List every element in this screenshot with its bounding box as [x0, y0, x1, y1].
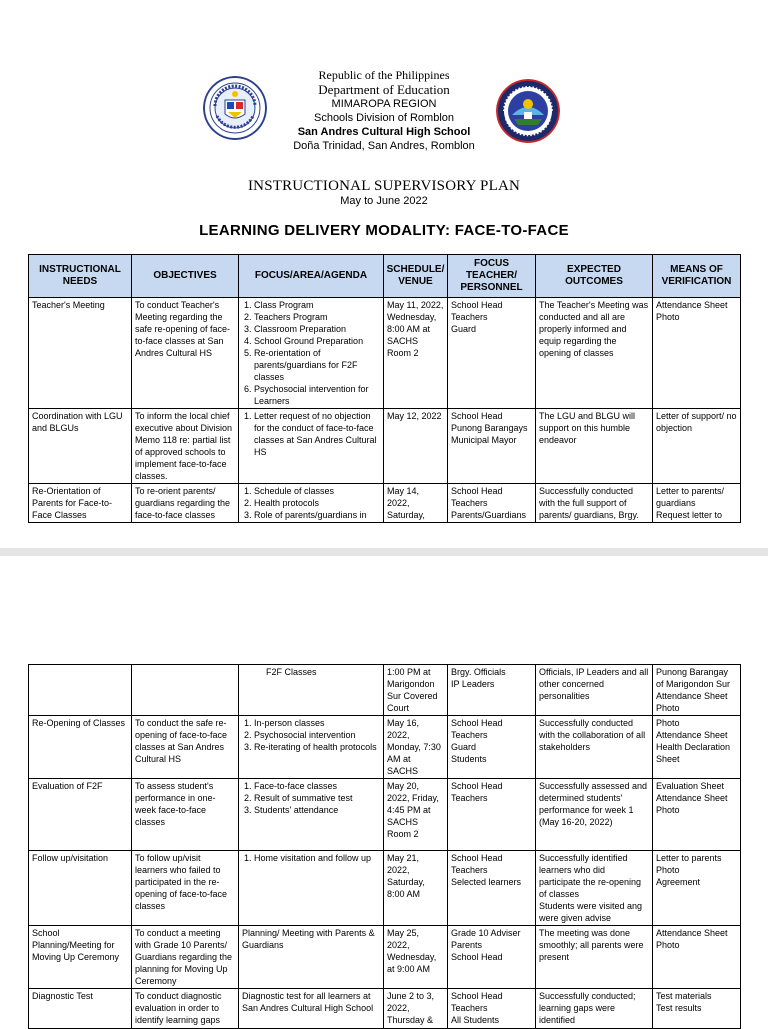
schedule-cell: June 2 to 3, 2022, Thursday & — [384, 989, 448, 1029]
objective-cell: To re-orient parents/ guardians regarding the face-to-face classes — [132, 484, 239, 523]
focus-item: 1. Class Program — [254, 299, 380, 311]
need-cell: School Planning/Meeting for Moving Up Ceremony — [29, 926, 132, 989]
focus-cell — [239, 716, 384, 779]
letterhead-address: Doña Trinidad, San Andres, Romblon — [293, 140, 475, 152]
column-header: FOCUS/AREA/AGENDA — [239, 255, 384, 298]
objective-cell: To conduct a meeting with Grade 10 Parents/ Guardians regarding the planning for Moving Up Ceremony — [132, 926, 239, 989]
outcome-cell: Successfully conducted; learning gaps were identified — [536, 989, 653, 1029]
verification-cell: Evaluation Sheet Attendance Sheet Photo — [653, 779, 741, 851]
need-cell: Re-Opening of Classes — [29, 716, 132, 779]
focus-cell — [239, 484, 384, 523]
outcome-cell: Officials, IP Leaders and all other concerned personalities — [536, 665, 653, 716]
table-row — [29, 926, 741, 989]
focus-cell — [239, 851, 384, 926]
objective-cell — [132, 665, 239, 716]
focus-item: 2. Psychosocial intervention — [254, 729, 380, 741]
schedule-cell: May 25, 2022, Wednesday, at 9:00 AM — [384, 926, 448, 989]
need-cell — [29, 665, 132, 716]
need-cell: Teacher's Meeting — [29, 298, 132, 409]
personnel-cell: School Head Teachers Guard — [448, 298, 536, 409]
outcome-cell: Successfully conducted with the full support of parents/ guardians, Brgy. — [536, 484, 653, 523]
table-row — [29, 779, 741, 851]
letterhead-region: MIMAROPA REGION — [331, 98, 437, 110]
focus-item: 5. Re-orientation of parents/guardians for F2F classes — [254, 347, 380, 383]
column-header: INSTRUCTIONAL NEEDS — [29, 255, 132, 298]
outcome-cell: The meeting was done smoothly; all parents were present — [536, 926, 653, 989]
supervisory-plan-table — [28, 254, 741, 523]
focus-item: 1. Letter request of no objection for the conduct of face-to-face classes at San Andres Cultural HS — [254, 410, 380, 458]
table-row — [29, 665, 741, 716]
need-cell: Evaluation of F2F — [29, 779, 132, 851]
focus-item: 2. Result of summative test — [254, 792, 380, 804]
focus-cell — [239, 779, 384, 851]
focus-item: 2. Teachers Program — [254, 311, 380, 323]
schedule-cell: May 12, 2022 — [384, 409, 448, 484]
objective-cell: To conduct Teacher's Meeting regarding the safe re-opening of face-to-face classes at San Andres Cultural HS — [132, 298, 239, 409]
letterhead-school: San Andres Cultural High School — [297, 126, 471, 138]
schedule-cell: May 14, 2022, Saturday, — [384, 484, 448, 523]
outcome-cell: Successfully identified learners who did participate the re-opening of classes Students were visited ang were given advise — [536, 851, 653, 926]
letterhead-department: Department of Education — [318, 82, 450, 97]
objective-cell: To assess student's performance in one-week face-to-face classes — [132, 779, 239, 851]
letterhead-division: Schools Division of Romblon — [313, 112, 454, 124]
schedule-cell: 1:00 PM at Marigondon Sur Covered Court — [384, 665, 448, 716]
letterhead — [0, 68, 768, 153]
supervisory-plan-table-continued — [28, 664, 741, 1029]
focus-item: 3. Classroom Preparation — [254, 323, 380, 335]
outcome-cell: The Teacher's Meeting was conducted and all are properly informed and equip regarding the opening of classes — [536, 298, 653, 409]
column-header: SCHEDULE/ VENUE — [384, 255, 448, 298]
verification-cell: Letter of support/ no objection — [653, 409, 741, 484]
need-cell: Diagnostic Test — [29, 989, 132, 1029]
table-row — [29, 409, 741, 484]
personnel-cell: School Head Punong Barangays Municipal Mayor — [448, 409, 536, 484]
verification-cell: Photo Attendance Sheet Health Declaration Sheet — [653, 716, 741, 779]
focus-item: 4. School Ground Preparation — [254, 335, 380, 347]
focus-item: 3. Re-iterating of health protocols — [254, 741, 380, 753]
column-header: MEANS OF VERIFICATION — [653, 255, 741, 298]
personnel-cell: School Head Teachers All Students — [448, 989, 536, 1029]
focus-cell: F2F Classes — [239, 665, 384, 716]
table-row — [29, 989, 741, 1029]
focus-cell: Planning/ Meeting with Parents & Guardians — [239, 926, 384, 989]
objective-cell: To conduct the safe re-opening of face-to-face classes at San Andres Cultural HS — [132, 716, 239, 779]
schedule-cell: May 11, 2022, Wednesday, 8:00 AM at SACHS Room 2 — [384, 298, 448, 409]
table-row — [29, 851, 741, 926]
personnel-cell: School Head Teachers Parents/Guardians — [448, 484, 536, 523]
focus-item: 2. Health protocols — [254, 497, 380, 509]
focus-item: 1. In-person classes — [254, 717, 380, 729]
focus-item: 1. Home visitation and follow up — [254, 852, 380, 864]
verification-cell: Attendance Sheet Photo — [653, 298, 741, 409]
schedule-cell: May 21, 2022, Saturday, 8:00 AM — [384, 851, 448, 926]
plan-title: INSTRUCTIONAL SUPERVISORY PLAN — [247, 178, 521, 194]
column-header: EXPECTED OUTCOMES — [536, 255, 653, 298]
personnel-cell: Brgy. Officials IP Leaders — [448, 665, 536, 716]
focus-cell: Diagnostic test for all learners at San Andres Cultural High School — [239, 989, 384, 1029]
verification-cell: Letter to parents/ guardians Request letter to — [653, 484, 741, 523]
need-cell: Coordination with LGU and BLGUs — [29, 409, 132, 484]
verification-cell: Letter to parents Photo Agreement — [653, 851, 741, 926]
personnel-cell: School Head Teachers Selected learners — [448, 851, 536, 926]
schedule-cell: May 20, 2022, Friday, 4:45 PM at SACHS Room 2 — [384, 779, 448, 851]
focus-cell — [239, 298, 384, 409]
focus-cell — [239, 409, 384, 484]
verification-cell: Test materials Test results — [653, 989, 741, 1029]
table-header-row — [29, 255, 741, 298]
verification-cell: Attendance Sheet Photo — [653, 926, 741, 989]
outcome-cell: Successfully conducted with the collaboration of all stakeholders — [536, 716, 653, 779]
objective-cell: To inform the local chief executive about Division Memo 118 re: partial list of approved schools to implement face-to-face classes. — [132, 409, 239, 484]
focus-item: 1. Schedule of classes — [254, 485, 380, 497]
letterhead-republic: Republic of the Philippines — [318, 68, 450, 82]
table-row — [29, 298, 741, 409]
plan-period: May to June 2022 — [340, 195, 428, 207]
table-row — [29, 716, 741, 779]
modality-heading: LEARNING DELIVERY MODALITY: FACE-TO-FACE — [199, 222, 569, 239]
focus-item: 1. Face-to-face classes — [254, 780, 380, 792]
focus-item: 3. Role of parents/guardians in — [254, 509, 380, 521]
personnel-cell: School Head Teachers Guard Students — [448, 716, 536, 779]
need-cell: Re-Orientation of Parents for Face-to-Face Classes — [29, 484, 132, 523]
focus-item: 6. Psychosocial intervention for Learners — [254, 383, 380, 407]
need-cell: Follow up/visitation — [29, 851, 132, 926]
schedule-cell: May 16, 2022, Monday, 7:30 AM at SACHS — [384, 716, 448, 779]
objective-cell: To conduct diagnostic evaluation in order to identify learning gaps — [132, 989, 239, 1029]
table-row — [29, 484, 741, 523]
objective-cell: To follow up/visit learners who failed to participated in the re-opening of face-to-face classes — [132, 851, 239, 926]
focus-item: 3. Students' attendance — [254, 804, 380, 816]
outcome-cell: The LGU and BLGU will support on this humble endeavor — [536, 409, 653, 484]
verification-cell: Punong Barangay of Marigondon Sur Attendance Sheet Photo — [653, 665, 741, 716]
column-header: FOCUS TEACHER/ PERSONNEL — [448, 255, 536, 298]
personnel-cell: Grade 10 Adviser Parents School Head — [448, 926, 536, 989]
outcome-cell: Successfully assessed and determined students' performance for week 1 (May 16-20, 2022) — [536, 779, 653, 851]
personnel-cell: School Head Teachers — [448, 779, 536, 851]
column-header: OBJECTIVES — [132, 255, 239, 298]
page-separator — [0, 548, 768, 556]
